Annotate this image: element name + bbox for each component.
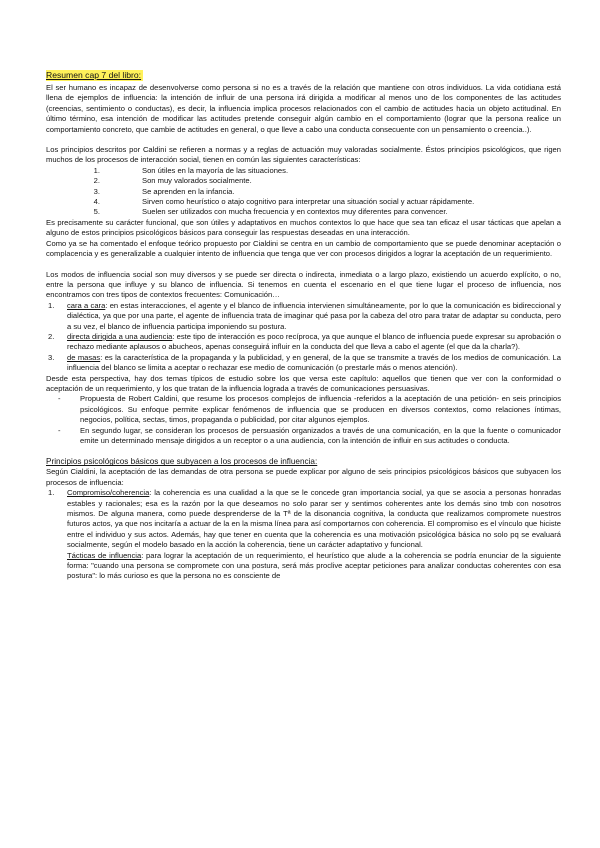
modes-paragraph: Los modos de influencia social son muy diversos y se puede ser directa o indirecta, inmediata o a largo plazo, existiendo un acuerdo explícito, o no, entre la persona que influye y su blanco de influencia. Si tenemos en cuenta el escenario en el que tiene lugar el proceso de influencia, nos encontramos con tres tipos de contextos frecuentes: Comunicación… [46, 269, 561, 300]
intro-paragraph: El ser humano es incapaz de desenvolverse como persona si no es a través de la relación que mantiene con otros individuos. La vida cotidiana está llena de ejemplos de influencia: la intención de influir de una persona irá dirigida a modificar al menos uno de los componentes de las actitudes (creencias, sentimiento o conductas), es decir, la influencia implica procesos relacionados con el cambio de actitudes hacia un objeto actitudinal. En último término, esa intención de modificar las actitudes pretende conseguir algún cambio en el comportamiento (lograr que la persona realice un comportamiento concreto, que cambie de actitudes en general, o que lleve a cabo una conducta consecuente con un pensamiento o creencia..). [46, 83, 561, 134]
section-heading: Principios psicológicos básicos que subyacen a los procesos de influencia: [46, 457, 318, 467]
document-title: Resumen cap 7 del libro: [46, 70, 142, 80]
characteristics-list [46, 166, 561, 218]
list-item: 3. de masas: es la característica de la propaganda y la publicidad, y en general, de la que se transmite a través de los medios de comunicación. La influencia del blanco se limita a aceptar o rechazar ese medio de comunicación (o prestarle más o menos atención). [48, 352, 561, 373]
topics-list [46, 394, 561, 446]
list-item: 1. cara a cara: en estas interacciones, el agente y el blanco de influencia intervienen simultáneamente, por lo que la comunicación es bidireccional y dialéctica, ya que por una parte, el agente de influencia trata de imaginar qué pasa por la cabeza del otro para tratar de adaptar su conducta, pero a su vez, el blanco de influencia participa imponiendo su postura. [48, 300, 561, 331]
perspective-paragraph: Desde esta perspectiva, hay dos temas típicos de estudio sobre los que versa este capítulo: aquellos que tienen que ver con la conformidad o aceptación de un requerimiento, y los que tratan de la influencia lograda a través de comunicaciones persuasivas. [46, 373, 561, 393]
list-item: - En segundo lugar, se consideran los procesos de persuasión organizados a través de una comunicación, en la que la fuente o comunicador emite un determinado mensaje dirigidos a un receptor o a una audiencia, con la intención de influir en sus actitudes o conducta. [58, 425, 561, 445]
principles-list [46, 488, 561, 582]
contexts-list [46, 301, 561, 374]
list-item: 4. Sirven como heurístico o atajo cognitivo para interpretar una situación social y actuar rápidamente. [93, 197, 475, 207]
document-page [46, 70, 561, 582]
list-item: 2. Son muy valorados socialmente. [93, 176, 252, 186]
list-item: 1. Son útiles en la mayoría de las situaciones. [93, 165, 289, 175]
tactics-label: Tácticas de influencia [67, 550, 142, 560]
list-item: 5. Suelen ser utilizados con mucha frecuencia y en contextos muy diferentes para convencer. [93, 207, 448, 217]
list-item: 3. Se aprenden en la infancia. [93, 186, 235, 196]
list-item: 1. Compromiso/coherencia: la coherencia es una cualidad a la que se le concede gran importancia social, ya que se asocia a personas honradas estables y racionales; esa es la razón por la que deseamos no solo parar ser y sentimos coherentes ante los demás sino tmb con nosotros mismos. De alguna manera, como puede desprenderse de la Tª de la disonancia cognitiva, la conducta que realizamos compromete nuestros futuros actos, ya que nos incitaría a actuar de la en la misma línea para así comportarnos con coherencia. El compromiso es el vínculo que hiciste entre el individuo y sus actos. Además, hay que tener en cuenta que la coherencia es una motivación psicológica básica no solo pq se evaluará socialmente, según el modelo basado en la acción la coherencia, tiene un carácter adaptativo y funcional. Tácticas de influencia: para lograr la aceptación de un requerimiento, el heurístico que alude a la coherencia se podría enunciar de la siguiente forma: "cuando una persona se compromete con una postura, será más proclive aceptar peticiones para analizar conductas coherentes con esa postura": lo más curioso es que la persona no es consciente de [48, 488, 562, 581]
list-item: 2. directa dirigida a una audiencia: este tipo de interacción es poco recíproca, ya que aunque el blanco de influencia puede expresar su aprobación o rechazo mediante aplausos o abucheos, apenas conseguirá influir en la conducta del que lleva a cabo el agente (el que da la charla?). [48, 331, 561, 352]
tactics-text: : para lograr la aceptación de un requerimiento, el heurístico que alude a la coherencia se podría enunciar de la siguiente forma: "cuando una persona se compromete con una postura, será más proclive aceptar peticiones para analizar conductas coherentes con esa postura": lo más curioso es que la persona no es consciente de [67, 550, 562, 581]
principles-intro-paragraph: Los principios descritos por Caldini se refieren a normas y a reglas de actuación muy valoradas socialmente. Éstos principios psicológicos, que rigen muchos de los procesos de interacción social, tienen en común las siguientes características: [46, 145, 561, 165]
list-item: - Propuesta de Robert Caldini, que resume los procesos complejos de influencia -referidos a la aceptación de una petición- en seis principios psicológicos. Su enfoque permite explicar fenómenos de influencia que se producen en diversos contextos, como relaciones íntimas, negocios, política, sectas, timos, propaganda o publicidad, por citar algunos ejemplos. [58, 394, 561, 425]
functional-paragraph: Es precisamente su carácter funcional, que son útiles y adaptativos en muchos contextos lo que hace que sea tan eficaz el usar tácticas que apelan a alguno de estos principios psicológicos básicos para conseguir las respuestas deseadas en una interacción. [46, 217, 561, 238]
section-intro-paragraph: Según Cialdini, la aceptación de las demandas de otra persona se puede explicar por alguno de seis principios psicológicos básicos que subyacen los procesos de influencia: [46, 467, 561, 487]
cialdini-paragraph: Como ya se ha comentado el enfoque teórico propuesto por Cialdini se centra en un cambio de comportamiento que se puede denominar aceptación o complacencia y es generalizable a cualquier intento de influencia que tenga que ver con procesos dirigidos a lograr la aceptación de un requerimiento. [46, 238, 561, 259]
